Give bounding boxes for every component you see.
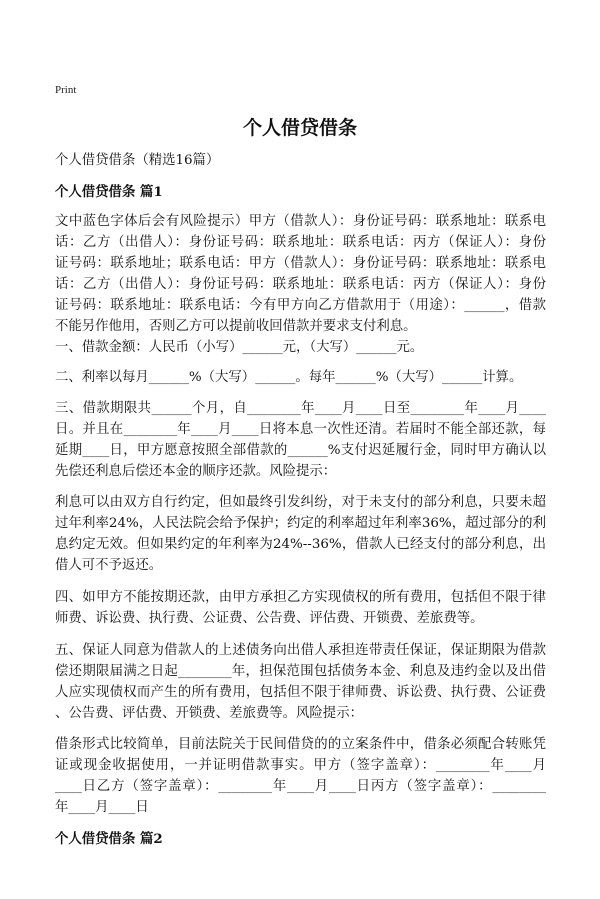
paragraph-line: 证号码：联系地址：联系电话：今有甲方向乙方借款用于（用途）：______，借款 <box>55 298 546 313</box>
paragraph-guarantee <box>55 640 546 724</box>
section-heading <box>55 182 546 203</box>
paragraph-parties <box>55 211 546 337</box>
paragraph-line: 延期____日，甲方愿意按照全部借款的______%支付迟延履行金，同时甲方确认以 <box>55 443 546 458</box>
paragraph-loan-amount <box>55 337 546 358</box>
section-heading-text: 个人借贷借条 篇2 <box>55 831 163 847</box>
paragraph-line: 证或现金收据使用，一并证明借款事实。甲方（签字盖章）：________年____月 <box>55 758 546 773</box>
paragraph-line: 文中蓝色字体后会有风险提示）甲方（借款人）：身份证号码：联系地址：联系电 <box>55 214 546 229</box>
paragraph-line: 证号码：联系地址；联系电话：甲方（借款人）：身份证号码：联系地址：联系电 <box>55 256 546 271</box>
paragraph-loan-term <box>55 398 546 482</box>
paragraph-interest-rate <box>55 367 546 388</box>
paragraph-line: 日。并且在________年____月____日将本息一次性还清。若届时不能全部还款，每 <box>55 422 546 437</box>
paragraph-line: 人应实现债权而产生的所有费用，包括但不限于律师费、诉讼费、执行费、公证费 <box>55 685 546 700</box>
paragraph-line: 五、保证人同意为借款人的上述债务向出借人承担连带责任保证，保证期限为借款 <box>55 643 546 658</box>
paragraph-line: 先偿还利息后偿还本金的顺序还款。风险提示： <box>55 464 337 479</box>
section-heading-text: 个人借贷借条 篇1 <box>55 184 163 200</box>
paragraph-line: 四、如甲方不能按期还款，由甲方承担乙方实现债权的所有费用，包括但不限于律 <box>55 590 546 605</box>
paragraph-line: 偿还期限届满之日起________年，担保范围包括债务本金、利息及违约金以及出借 <box>55 664 546 679</box>
paragraph-line: 借人可不予返还。 <box>55 558 163 573</box>
paragraph-line: 不能另作他用，否则乙方可以提前收回借款并要求支付利息。 <box>55 319 417 334</box>
paragraph-line: 一、借款金额：人民币（小写）______元，（大写）______元。 <box>55 340 424 355</box>
paragraph-signatures <box>55 734 546 818</box>
document-title: 个人借贷借条 <box>242 117 357 139</box>
paragraph-line: 二、利率以每月______%（大写）______。每年______%（大写）______计算。 <box>55 370 523 385</box>
paragraph-overdue-costs <box>55 587 546 629</box>
subtitle-text: 个人借贷借条（精选16篇） <box>55 153 220 168</box>
print-link[interactable]: Print <box>55 84 77 96</box>
paragraph-line: 三、借款期限共______个月，自________年____月____日至________年____月____ <box>55 401 546 416</box>
document-subtitle <box>55 150 546 171</box>
paragraph-line: ____日乙方（签字盖章）：________年____月____日丙方（签字盖章）：________ <box>55 779 546 794</box>
paragraph-line: 过年利率24%，人民法院会给予保护；约定的利率超过年利率36%，超过部分的利 <box>55 516 546 531</box>
section-heading <box>55 829 546 850</box>
paragraph-line: 借条形式比较简单，目前法院关于民间借贷的的立案条件中，借条必须配合转账凭 <box>55 737 546 752</box>
paragraph-risk-note-interest <box>55 492 546 576</box>
paragraph-line: 利息可以由双方自行约定，但如最终引发纠纷，对于未支付的部分利息，只要未超 <box>55 495 546 510</box>
paragraph-line: 话：乙方（出借人）：身份证号码：联系地址：联系电话：丙方（保证人）：身份 <box>55 277 546 292</box>
paragraph-line: 、公告费、评估费、开锁费、差旅费等。风险提示： <box>55 706 363 721</box>
paragraph-line: 师费、诉讼费、执行费、公证费、公告费、评估费、开锁费、差旅费等。 <box>55 611 484 626</box>
paragraph-line: 年____月____日 <box>55 800 149 815</box>
paragraph-line: 话：乙方（出借人）：身份证号码：联系地址：联系电话：丙方（保证人）：身份 <box>55 235 546 250</box>
paragraph-line: 息约定无效。但如果约定的年利率为24%--36%，借款人已经支付的部分利息，出 <box>55 537 546 552</box>
